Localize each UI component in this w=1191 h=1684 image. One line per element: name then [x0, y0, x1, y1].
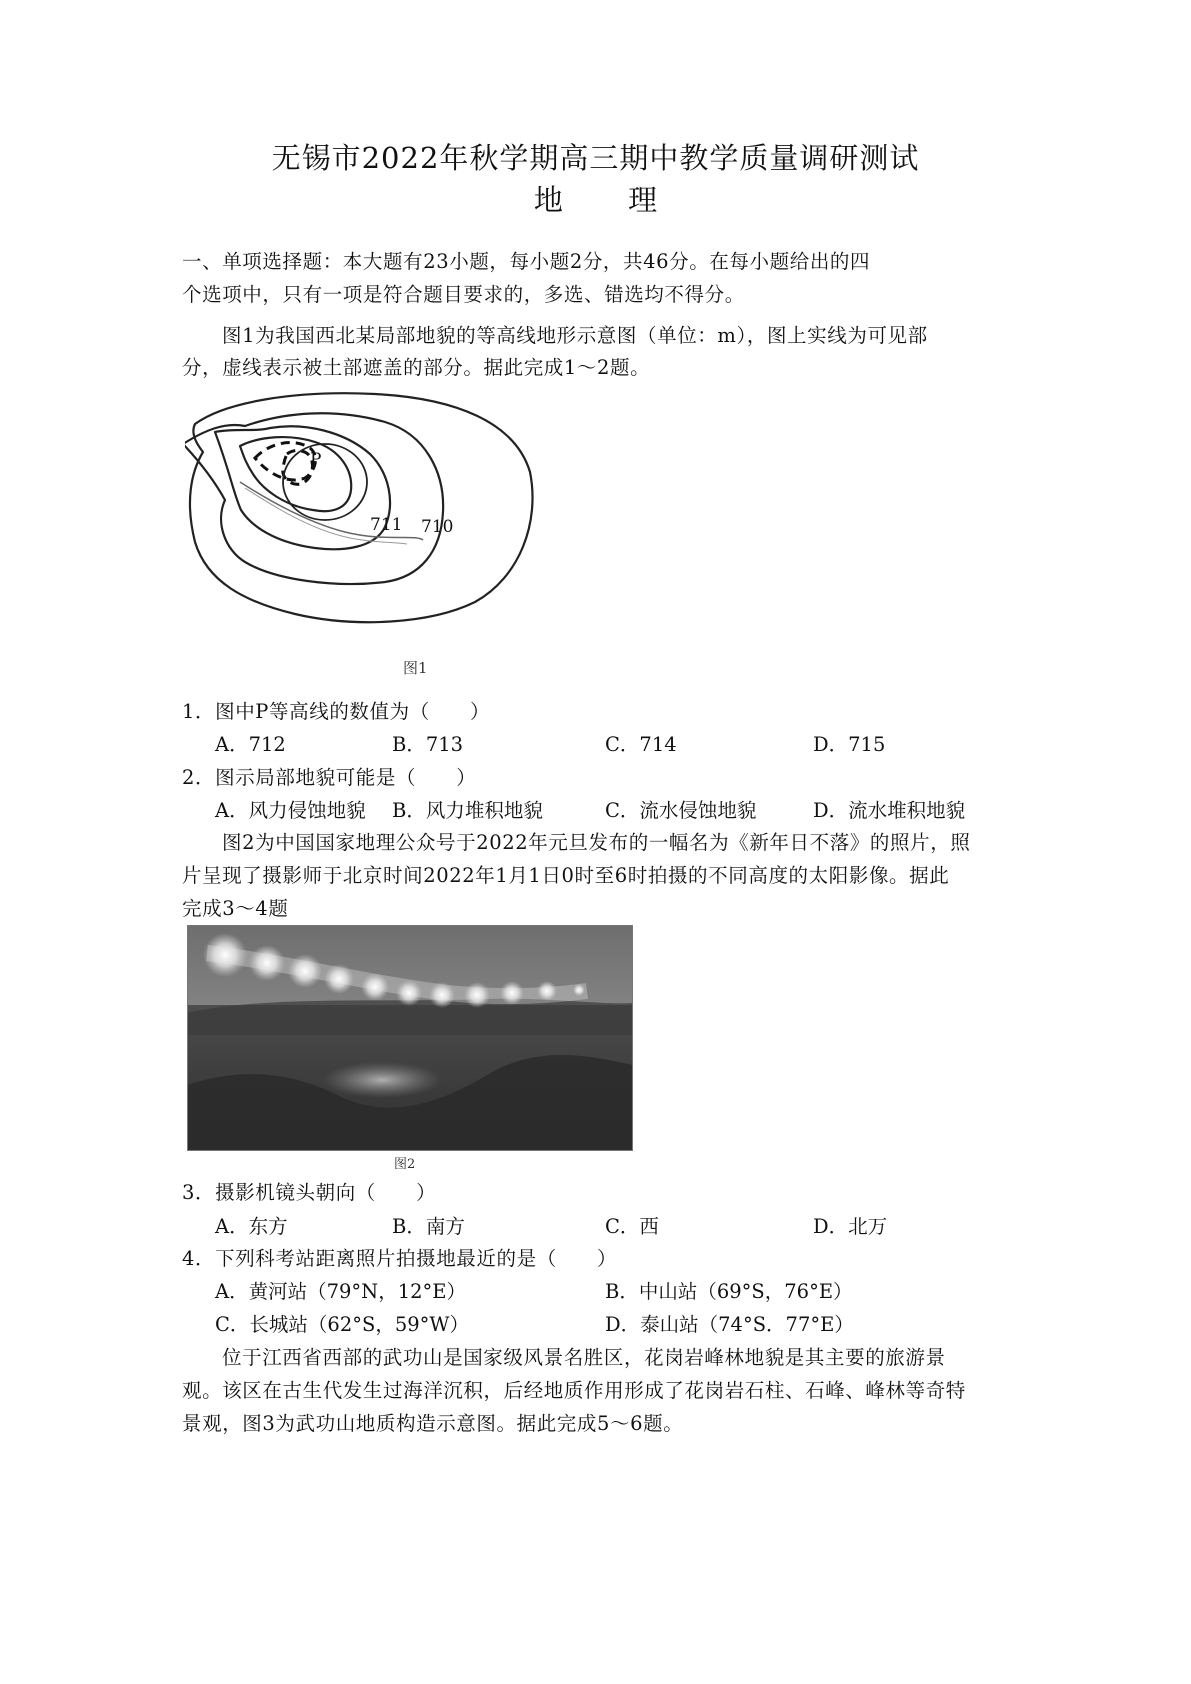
q1-stem: 1．图中P等高线的数值为（ ） [182, 700, 491, 723]
q2-option-c: C．流水侵蚀地貌 [605, 799, 757, 822]
page-title: 无锡市2022年秋学期高三期中教学质量调研测试 [271, 141, 920, 175]
q2-option-a: A．风力侵蚀地貌 [215, 799, 366, 822]
q2-option-b: B．风力堆积地貌 [392, 799, 543, 822]
q3-option-c: C．西 [605, 1215, 659, 1238]
contour-label-p: P [310, 450, 322, 470]
contour-label-710: 710 [421, 517, 454, 537]
section-instructions-line2: 个选项中，只有一项是符合题目要求的，多选、错选均不得分。 [182, 283, 745, 306]
q4-option-c: C．长城站（62°S，59°W） [215, 1313, 469, 1336]
q2-stem: 2．图示局部地貌可能是（ ） [182, 766, 477, 789]
q3-option-b: B．南方 [392, 1215, 465, 1238]
intro2-line2: 片呈现了摄影师于北京时间2022年1月1日0时至6时拍摄的不同高度的太阳影像。据此 [182, 864, 950, 887]
q3-stem: 3．摄影机镜头朝向（ ） [182, 1181, 437, 1204]
q2-option-d: D．流水堆积地貌 [813, 799, 966, 822]
q1-option-b: B．713 [392, 733, 464, 756]
q3-option-a: A．东方 [215, 1215, 288, 1238]
q4-option-d: D．泰山站（74°S．77°E） [605, 1313, 854, 1336]
q3-option-d: D．北万 [813, 1215, 888, 1238]
q1-option-d: D．715 [813, 733, 886, 756]
intro2-line1: 图2为中国国家地理公众号于2022年元旦发布的一幅名为《新年日不落》的照片，照 [222, 831, 971, 854]
intro3-line3: 景观，图3为武功山地质构造示意图。据此完成5～6题。 [182, 1412, 684, 1435]
q4-option-a: A．黄河站（79°N，12°E） [215, 1280, 467, 1303]
q4-stem: 4．下列科考站距离照片拍摄地最近的是（ ） [182, 1247, 618, 1270]
q1-option-a: A．712 [215, 733, 286, 756]
q4-option-b: B．中山站（69°S，76°E） [605, 1280, 853, 1303]
sun-trail-photo [187, 925, 633, 1151]
intro2-line3: 完成3～4题 [182, 897, 289, 920]
subject-title: 地 理 [533, 183, 686, 217]
intro3-line2: 观。该区在古生代发生过海洋沉积，后经地质作用形成了花岗岩石柱、石峰、峰林等奇特 [182, 1379, 966, 1402]
intro3-line1: 位于江西省西部的武功山是国家级风景名胜区，花岗岩峰林地貌是其主要的旅游景 [222, 1346, 946, 1369]
contour-map-figure [185, 392, 545, 652]
intro1-line2: 分，虚线表示被土部遮盖的部分。据此完成1～2题。 [182, 356, 651, 379]
intro1-line1: 图1为我国西北某局部地貌的等高线地形示意图（单位：m），图上实线为可见部 [222, 324, 928, 347]
section-instructions-line1: 一、单项选择题：本大题有23小题，每小题2分，共46分。在每小题给出的四 [182, 250, 871, 273]
figure1-caption: 图1 [403, 659, 428, 677]
q1-option-c: C．714 [605, 733, 677, 756]
contour-label-711: 711 [370, 515, 403, 535]
figure2-caption: 图2 [394, 1157, 416, 1172]
